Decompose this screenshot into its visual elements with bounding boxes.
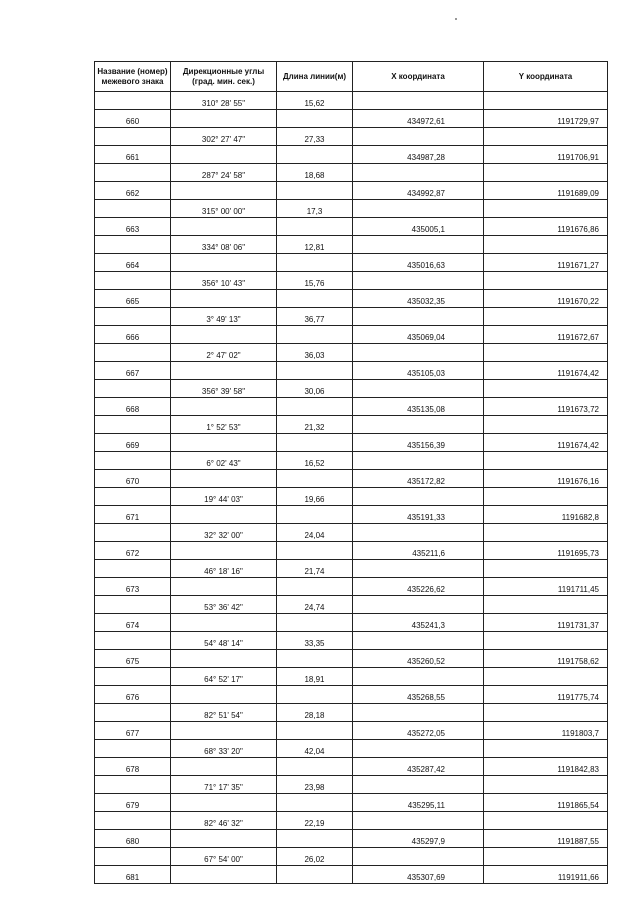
scan-speck bbox=[455, 18, 457, 20]
empty-cell bbox=[353, 560, 484, 578]
empty-cell bbox=[484, 128, 608, 146]
y-coordinate-cell: 1191711,45 bbox=[484, 578, 608, 596]
y-coordinate-cell: 1191729,97 bbox=[484, 110, 608, 128]
empty-cell bbox=[277, 614, 353, 632]
empty-cell bbox=[95, 416, 171, 434]
point-row bbox=[95, 362, 608, 380]
empty-cell bbox=[95, 344, 171, 362]
length-cell: 19,66 bbox=[277, 488, 353, 506]
segment-row bbox=[95, 164, 608, 182]
empty-cell bbox=[277, 686, 353, 704]
empty-cell bbox=[95, 848, 171, 866]
segment-row bbox=[95, 308, 608, 326]
empty-cell bbox=[353, 452, 484, 470]
y-coordinate-cell: 1191803,7 bbox=[484, 722, 608, 740]
point-name-cell: 674 bbox=[95, 614, 171, 632]
empty-cell bbox=[484, 740, 608, 758]
segment-row bbox=[95, 560, 608, 578]
length-cell: 22,19 bbox=[277, 812, 353, 830]
point-row bbox=[95, 470, 608, 488]
x-coordinate-cell: 435272,05 bbox=[353, 722, 484, 740]
empty-cell bbox=[171, 866, 277, 884]
empty-cell bbox=[277, 398, 353, 416]
empty-cell bbox=[277, 146, 353, 164]
x-coordinate-cell: 435156,39 bbox=[353, 434, 484, 452]
x-coordinate-cell: 434992,87 bbox=[353, 182, 484, 200]
y-coordinate-cell: 1191682,8 bbox=[484, 506, 608, 524]
empty-cell bbox=[171, 146, 277, 164]
point-name-cell: 670 bbox=[95, 470, 171, 488]
segment-row bbox=[95, 776, 608, 794]
point-name-cell: 660 bbox=[95, 110, 171, 128]
length-cell: 36,03 bbox=[277, 344, 353, 362]
y-coordinate-cell: 1191842,83 bbox=[484, 758, 608, 776]
y-coordinate-cell: 1191775,74 bbox=[484, 686, 608, 704]
empty-cell bbox=[353, 200, 484, 218]
point-row bbox=[95, 578, 608, 596]
empty-cell bbox=[353, 380, 484, 398]
empty-cell bbox=[353, 128, 484, 146]
empty-cell bbox=[353, 812, 484, 830]
empty-cell bbox=[484, 812, 608, 830]
point-row bbox=[95, 650, 608, 668]
segment-row bbox=[95, 668, 608, 686]
y-coordinate-cell: 1191671,27 bbox=[484, 254, 608, 272]
angle-cell: 64° 52' 17" bbox=[171, 668, 277, 686]
empty-cell bbox=[171, 362, 277, 380]
empty-cell bbox=[484, 668, 608, 686]
length-cell: 28,18 bbox=[277, 704, 353, 722]
point-row bbox=[95, 830, 608, 848]
empty-cell bbox=[277, 110, 353, 128]
length-cell: 15,76 bbox=[277, 272, 353, 290]
empty-cell bbox=[484, 308, 608, 326]
angle-cell: 356° 39' 58" bbox=[171, 380, 277, 398]
point-row bbox=[95, 146, 608, 164]
empty-cell bbox=[171, 182, 277, 200]
segment-row bbox=[95, 632, 608, 650]
point-row bbox=[95, 794, 608, 812]
point-row bbox=[95, 866, 608, 884]
point-name-cell: 679 bbox=[95, 794, 171, 812]
empty-cell bbox=[95, 272, 171, 290]
point-name-cell: 661 bbox=[95, 146, 171, 164]
empty-cell bbox=[484, 488, 608, 506]
point-row bbox=[95, 398, 608, 416]
empty-cell bbox=[484, 380, 608, 398]
empty-cell bbox=[484, 344, 608, 362]
empty-cell bbox=[95, 488, 171, 506]
length-cell: 26,02 bbox=[277, 848, 353, 866]
segment-row bbox=[95, 380, 608, 398]
point-name-cell: 671 bbox=[95, 506, 171, 524]
empty-cell bbox=[353, 632, 484, 650]
empty-cell bbox=[171, 758, 277, 776]
x-coordinate-cell: 435191,33 bbox=[353, 506, 484, 524]
length-cell: 33,35 bbox=[277, 632, 353, 650]
point-row bbox=[95, 686, 608, 704]
length-cell: 42,04 bbox=[277, 740, 353, 758]
length-cell: 24,04 bbox=[277, 524, 353, 542]
angle-cell: 53° 36' 42" bbox=[171, 596, 277, 614]
x-coordinate-cell: 435005,1 bbox=[353, 218, 484, 236]
table-body bbox=[95, 92, 608, 884]
point-row bbox=[95, 722, 608, 740]
angle-cell: 356° 10' 43" bbox=[171, 272, 277, 290]
length-cell: 27,33 bbox=[277, 128, 353, 146]
empty-cell bbox=[95, 380, 171, 398]
empty-cell bbox=[171, 542, 277, 560]
point-name-cell: 675 bbox=[95, 650, 171, 668]
segment-row bbox=[95, 452, 608, 470]
table-header bbox=[95, 62, 608, 92]
empty-cell bbox=[95, 812, 171, 830]
header-y: Y координата bbox=[484, 62, 608, 92]
point-name-cell: 680 bbox=[95, 830, 171, 848]
y-coordinate-cell: 1191676,86 bbox=[484, 218, 608, 236]
point-row bbox=[95, 110, 608, 128]
empty-cell bbox=[353, 704, 484, 722]
segment-row bbox=[95, 488, 608, 506]
angle-cell: 19° 44' 03" bbox=[171, 488, 277, 506]
empty-cell bbox=[277, 182, 353, 200]
header-angles: Дирекционные углы (град. мин. сек.) bbox=[171, 62, 277, 92]
segment-row bbox=[95, 344, 608, 362]
empty-cell bbox=[95, 668, 171, 686]
y-coordinate-cell: 1191911,66 bbox=[484, 866, 608, 884]
x-coordinate-cell: 435032,35 bbox=[353, 290, 484, 308]
empty-cell bbox=[277, 650, 353, 668]
empty-cell bbox=[95, 236, 171, 254]
point-row bbox=[95, 218, 608, 236]
segment-row bbox=[95, 596, 608, 614]
length-cell: 18,91 bbox=[277, 668, 353, 686]
x-coordinate-cell: 435135,08 bbox=[353, 398, 484, 416]
angle-cell: 82° 51' 54" bbox=[171, 704, 277, 722]
point-name-cell: 678 bbox=[95, 758, 171, 776]
x-coordinate-cell: 435172,82 bbox=[353, 470, 484, 488]
point-name-cell: 668 bbox=[95, 398, 171, 416]
empty-cell bbox=[277, 758, 353, 776]
empty-cell bbox=[353, 524, 484, 542]
y-coordinate-cell: 1191672,67 bbox=[484, 326, 608, 344]
empty-cell bbox=[171, 830, 277, 848]
empty-cell bbox=[171, 614, 277, 632]
point-name-cell: 669 bbox=[95, 434, 171, 452]
point-name-cell: 667 bbox=[95, 362, 171, 380]
y-coordinate-cell: 1191706,91 bbox=[484, 146, 608, 164]
coordinates-table bbox=[94, 61, 608, 884]
y-coordinate-cell: 1191865,54 bbox=[484, 794, 608, 812]
empty-cell bbox=[171, 290, 277, 308]
y-coordinate-cell: 1191676,16 bbox=[484, 470, 608, 488]
empty-cell bbox=[353, 740, 484, 758]
empty-cell bbox=[277, 542, 353, 560]
y-coordinate-cell: 1191674,42 bbox=[484, 434, 608, 452]
angle-cell: 6° 02' 43" bbox=[171, 452, 277, 470]
angle-cell: 68° 33' 20" bbox=[171, 740, 277, 758]
point-row bbox=[95, 758, 608, 776]
empty-cell bbox=[484, 632, 608, 650]
empty-cell bbox=[277, 326, 353, 344]
segment-row bbox=[95, 128, 608, 146]
point-row bbox=[95, 506, 608, 524]
y-coordinate-cell: 1191689,09 bbox=[484, 182, 608, 200]
y-coordinate-cell: 1191758,62 bbox=[484, 650, 608, 668]
empty-cell bbox=[277, 254, 353, 272]
y-coordinate-cell: 1191673,72 bbox=[484, 398, 608, 416]
angle-cell: 287° 24' 58" bbox=[171, 164, 277, 182]
empty-cell bbox=[171, 398, 277, 416]
segment-row bbox=[95, 236, 608, 254]
empty-cell bbox=[353, 164, 484, 182]
empty-cell bbox=[353, 236, 484, 254]
header-length: Длина линии(м) bbox=[277, 62, 353, 92]
empty-cell bbox=[95, 560, 171, 578]
point-name-cell: 662 bbox=[95, 182, 171, 200]
empty-cell bbox=[353, 416, 484, 434]
empty-cell bbox=[277, 830, 353, 848]
segment-row bbox=[95, 92, 608, 110]
empty-cell bbox=[484, 524, 608, 542]
segment-row bbox=[95, 848, 608, 866]
x-coordinate-cell: 435260,52 bbox=[353, 650, 484, 668]
header-x: X координата bbox=[353, 62, 484, 92]
angle-cell: 310° 28' 55" bbox=[171, 92, 277, 110]
segment-row bbox=[95, 704, 608, 722]
length-cell: 21,32 bbox=[277, 416, 353, 434]
point-name-cell: 665 bbox=[95, 290, 171, 308]
y-coordinate-cell: 1191695,73 bbox=[484, 542, 608, 560]
empty-cell bbox=[95, 740, 171, 758]
point-row bbox=[95, 254, 608, 272]
empty-cell bbox=[277, 794, 353, 812]
angle-cell: 334° 08' 06" bbox=[171, 236, 277, 254]
empty-cell bbox=[95, 92, 171, 110]
point-name-cell: 681 bbox=[95, 866, 171, 884]
x-coordinate-cell: 435016,63 bbox=[353, 254, 484, 272]
angle-cell: 3° 49' 13" bbox=[171, 308, 277, 326]
boundary-coordinates-document bbox=[94, 61, 607, 884]
empty-cell bbox=[171, 686, 277, 704]
x-coordinate-cell: 435297,9 bbox=[353, 830, 484, 848]
empty-cell bbox=[171, 578, 277, 596]
empty-cell bbox=[277, 506, 353, 524]
angle-cell: 67° 54' 00" bbox=[171, 848, 277, 866]
empty-cell bbox=[277, 470, 353, 488]
x-coordinate-cell: 434972,61 bbox=[353, 110, 484, 128]
empty-cell bbox=[95, 164, 171, 182]
empty-cell bbox=[277, 434, 353, 452]
empty-cell bbox=[171, 218, 277, 236]
empty-cell bbox=[484, 92, 608, 110]
angle-cell: 1° 52' 53" bbox=[171, 416, 277, 434]
empty-cell bbox=[353, 848, 484, 866]
empty-cell bbox=[484, 200, 608, 218]
empty-cell bbox=[95, 632, 171, 650]
empty-cell bbox=[484, 452, 608, 470]
empty-cell bbox=[95, 452, 171, 470]
empty-cell bbox=[171, 722, 277, 740]
x-coordinate-cell: 435295,11 bbox=[353, 794, 484, 812]
point-name-cell: 666 bbox=[95, 326, 171, 344]
length-cell: 16,52 bbox=[277, 452, 353, 470]
angle-cell: 82° 46' 32" bbox=[171, 812, 277, 830]
empty-cell bbox=[353, 92, 484, 110]
empty-cell bbox=[277, 362, 353, 380]
point-name-cell: 676 bbox=[95, 686, 171, 704]
empty-cell bbox=[171, 470, 277, 488]
point-name-cell: 673 bbox=[95, 578, 171, 596]
x-coordinate-cell: 435241,3 bbox=[353, 614, 484, 632]
angle-cell: 302° 27' 47" bbox=[171, 128, 277, 146]
empty-cell bbox=[353, 344, 484, 362]
empty-cell bbox=[353, 488, 484, 506]
angle-cell: 32° 32' 00" bbox=[171, 524, 277, 542]
angle-cell: 46° 18' 16" bbox=[171, 560, 277, 578]
point-name-cell: 664 bbox=[95, 254, 171, 272]
length-cell: 24,74 bbox=[277, 596, 353, 614]
y-coordinate-cell: 1191731,37 bbox=[484, 614, 608, 632]
empty-cell bbox=[171, 434, 277, 452]
empty-cell bbox=[484, 272, 608, 290]
length-cell: 36,77 bbox=[277, 308, 353, 326]
empty-cell bbox=[353, 596, 484, 614]
empty-cell bbox=[171, 506, 277, 524]
header-name: Название (номер) межевого знака bbox=[95, 62, 171, 92]
empty-cell bbox=[95, 524, 171, 542]
length-cell: 15,62 bbox=[277, 92, 353, 110]
empty-cell bbox=[484, 416, 608, 434]
empty-cell bbox=[484, 164, 608, 182]
empty-cell bbox=[277, 290, 353, 308]
angle-cell: 2° 47' 02" bbox=[171, 344, 277, 362]
point-row bbox=[95, 290, 608, 308]
empty-cell bbox=[353, 308, 484, 326]
point-name-cell: 663 bbox=[95, 218, 171, 236]
x-coordinate-cell: 435069,04 bbox=[353, 326, 484, 344]
segment-row bbox=[95, 812, 608, 830]
x-coordinate-cell: 435105,03 bbox=[353, 362, 484, 380]
empty-cell bbox=[353, 776, 484, 794]
x-coordinate-cell: 435226,62 bbox=[353, 578, 484, 596]
empty-cell bbox=[171, 326, 277, 344]
empty-cell bbox=[484, 776, 608, 794]
y-coordinate-cell: 1191674,42 bbox=[484, 362, 608, 380]
length-cell: 12,81 bbox=[277, 236, 353, 254]
empty-cell bbox=[171, 794, 277, 812]
point-row bbox=[95, 434, 608, 452]
empty-cell bbox=[484, 704, 608, 722]
empty-cell bbox=[277, 722, 353, 740]
x-coordinate-cell: 435268,55 bbox=[353, 686, 484, 704]
empty-cell bbox=[484, 560, 608, 578]
empty-cell bbox=[95, 200, 171, 218]
segment-row bbox=[95, 524, 608, 542]
empty-cell bbox=[95, 596, 171, 614]
point-name-cell: 672 bbox=[95, 542, 171, 560]
empty-cell bbox=[277, 218, 353, 236]
empty-cell bbox=[277, 578, 353, 596]
segment-row bbox=[95, 740, 608, 758]
angle-cell: 54° 48' 14" bbox=[171, 632, 277, 650]
segment-row bbox=[95, 416, 608, 434]
segment-row bbox=[95, 200, 608, 218]
point-name-cell: 677 bbox=[95, 722, 171, 740]
empty-cell bbox=[353, 272, 484, 290]
y-coordinate-cell: 1191887,55 bbox=[484, 830, 608, 848]
empty-cell bbox=[95, 704, 171, 722]
point-row bbox=[95, 614, 608, 632]
empty-cell bbox=[95, 308, 171, 326]
x-coordinate-cell: 435307,69 bbox=[353, 866, 484, 884]
point-row bbox=[95, 326, 608, 344]
angle-cell: 71° 17' 35" bbox=[171, 776, 277, 794]
empty-cell bbox=[353, 668, 484, 686]
empty-cell bbox=[95, 776, 171, 794]
empty-cell bbox=[95, 128, 171, 146]
length-cell: 21,74 bbox=[277, 560, 353, 578]
length-cell: 23,98 bbox=[277, 776, 353, 794]
point-row bbox=[95, 182, 608, 200]
length-cell: 30,06 bbox=[277, 380, 353, 398]
x-coordinate-cell: 434987,28 bbox=[353, 146, 484, 164]
empty-cell bbox=[484, 236, 608, 254]
segment-row bbox=[95, 272, 608, 290]
length-cell: 17,3 bbox=[277, 200, 353, 218]
empty-cell bbox=[484, 596, 608, 614]
angle-cell: 315° 00' 00" bbox=[171, 200, 277, 218]
x-coordinate-cell: 435287,42 bbox=[353, 758, 484, 776]
empty-cell bbox=[171, 650, 277, 668]
empty-cell bbox=[484, 848, 608, 866]
y-coordinate-cell: 1191670,22 bbox=[484, 290, 608, 308]
empty-cell bbox=[277, 866, 353, 884]
empty-cell bbox=[171, 110, 277, 128]
point-row bbox=[95, 542, 608, 560]
empty-cell bbox=[171, 254, 277, 272]
length-cell: 18,68 bbox=[277, 164, 353, 182]
x-coordinate-cell: 435211,6 bbox=[353, 542, 484, 560]
